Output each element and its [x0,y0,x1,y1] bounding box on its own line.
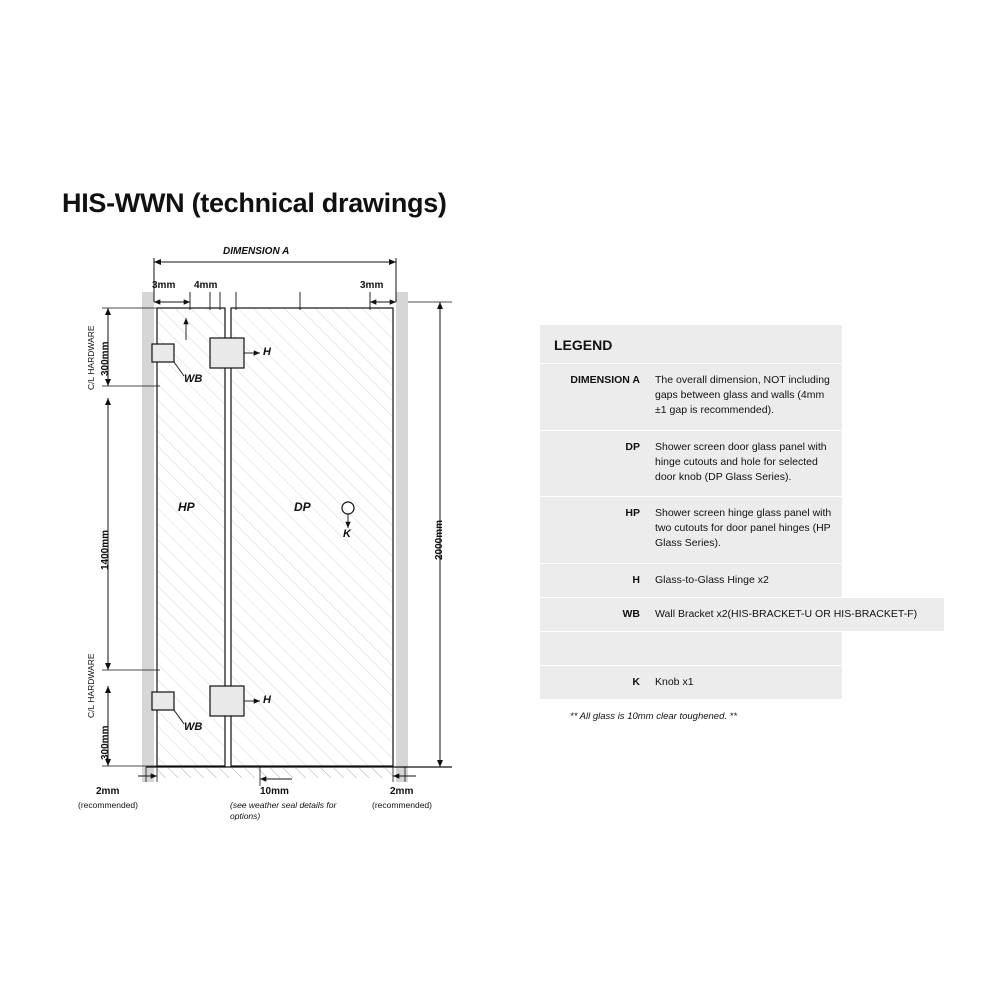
legend-key: HP [625,507,640,520]
legend-row-wb [540,597,944,631]
part-label-h-top: H [263,346,271,358]
bottom-dim-mid-value: 10mm [260,786,289,797]
legend [540,325,944,722]
legend-row-spacer [540,631,842,665]
part-label-wb-bottom: WB [184,721,203,733]
legend-footnote: ** All glass is 10mm clear toughened. ** [540,699,944,722]
legend-heading: LEGEND [554,337,613,353]
legend-row-dp [540,430,842,497]
dim-300mm-bottom: 300mm [100,725,111,760]
bottom-dim-right-note: (recommended) [372,800,432,810]
gap-label-middle: 4mm [194,280,218,291]
legend-value: Shower screen door glass panel with hinge cutouts and hole for selected door knob (DP Glass Series). [655,440,827,483]
legend-row-k [540,665,842,699]
bottom-dim-left-value: 2mm [96,786,120,797]
legend-value: Knob x1 [655,675,694,688]
legend-row-dimension-a [540,363,842,430]
legend-key: WB [622,608,640,621]
drawing-svg [60,240,480,840]
cl-hardware-top: C/L HARDWARE [86,325,96,390]
page-title: HIS-WWN (technical drawings) [62,188,447,218]
dim-2000mm: 2000mm [434,519,445,560]
bottom-dim-mid-note: (see weather seal details for options) [230,800,337,821]
dim-300mm-top: 300mm [100,341,111,376]
legend-value: The overall dimension, NOT including gaps between glass and walls (4mm ±1 gap is recommended). [655,374,830,416]
panel-label-hp: HP [178,500,195,514]
legend-spacer-value [649,632,842,665]
part-label-wb-top: WB [184,373,203,385]
legend-key: K [632,675,640,688]
panel-label-dp: DP [294,500,311,514]
cl-hardware-bottom: C/L HARDWARE [86,653,96,718]
legend-row-h [540,563,842,597]
legend-value: Wall Bracket x2(HIS-BRACKET-U OR HIS-BRACKET-F) [655,608,918,621]
legend-value: Glass-to-Glass Hinge x2 [655,574,769,587]
gap-label-right: 3mm [360,280,384,291]
part-label-k: K [343,528,351,540]
part-label-h-bottom: H [263,694,271,706]
legend-key: DP [625,440,640,453]
bottom-dim-right-value: 2mm [390,786,414,797]
dimension-a-label: DIMENSION A [223,246,290,257]
legend-value: Shower screen hinge glass panel with two cutouts for door panel hinges (HP Glass Series). [655,507,832,550]
shower-screen-drawing [60,240,480,840]
dim-1400mm: 1400mm [100,529,111,570]
legend-header-box [540,325,842,363]
gap-label-left: 3mm [152,280,176,291]
legend-spacer-key [540,632,649,665]
legend-key: H [632,574,640,587]
legend-row-hp [540,496,842,563]
bottom-dim-left-note: (recommended) [78,800,138,810]
legend-key: DIMENSION A [570,374,640,386]
